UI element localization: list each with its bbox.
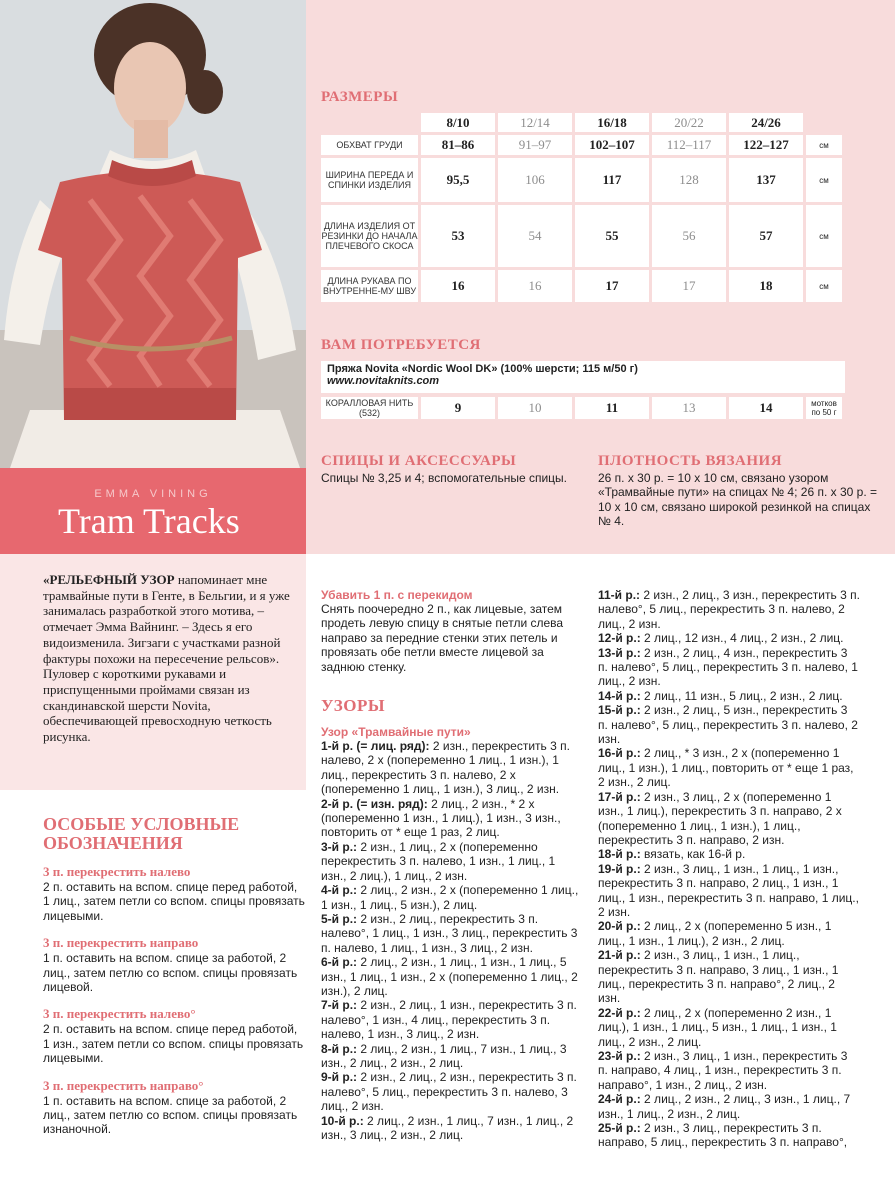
note-title: 3 п. перекрестить налево bbox=[43, 864, 191, 879]
table-cell: 117 bbox=[575, 158, 649, 202]
table-cell: 106 bbox=[498, 158, 572, 202]
pattern-row bbox=[321, 840, 583, 883]
pattern-row bbox=[598, 746, 860, 789]
row-number: 25-й р.: bbox=[598, 1121, 641, 1136]
pattern-row bbox=[321, 1070, 583, 1113]
row-instructions: 2 изн., 3 лиц., 2 х (попеременно 1 изн., 1 лиц.), перекрестить 3 п. направо, 2 х (попеременно 1 лиц., 1 изн.), 1 лиц., перекрестить 3 п. направо, 2 изн. bbox=[598, 789, 842, 847]
row-instructions: 2 изн., 2 лиц., 2 изн., перекрестить 3 п. налево°, 5 лиц., перекрестить 3 п. налево, 3 лиц., 2 изн. bbox=[321, 1070, 577, 1114]
pattern-row bbox=[598, 847, 860, 861]
yarn-info bbox=[321, 361, 845, 393]
model-photo bbox=[0, 0, 306, 468]
gauge-heading: ПЛОТНОСТЬ ВЯЗАНИЯ bbox=[598, 453, 783, 469]
note-title: 3 п. перекрестить направо° bbox=[43, 1077, 204, 1093]
row-number: 15-й р.: bbox=[598, 703, 641, 718]
decrease-text: Снять поочередно 2 п., как лицевые, затем продеть левую спицу в снятые петли слева направо за передние стенки этих петель и провязать обе петли вместе лицевой за заднюю стенку. bbox=[321, 602, 564, 674]
pattern-row bbox=[321, 797, 583, 840]
row-instructions: 2 лиц., 2 х (попеременно 5 изн., 1 лиц., 1 изн., 1 лиц.), 2 изн., 2 лиц. bbox=[598, 919, 832, 948]
pattern-row bbox=[321, 1114, 583, 1143]
row-label: ДЛИНА РУКАВА ПО ВНУТРЕННЕ-МУ ШВУ bbox=[321, 270, 418, 302]
pattern-row bbox=[321, 955, 583, 998]
row-label: ШИРИНА ПЕРЕДА И СПИНКИ ИЗДЕЛИЯ bbox=[321, 158, 418, 202]
row-instructions: 2 лиц., 2 изн., * 2 х (попеременно 1 изн., 1 лиц.), 1 изн., 3 изн., повторить от * еще 1 раз, 2 лиц. bbox=[321, 796, 561, 840]
row-instructions: 2 изн., 1 лиц., 2 х (попеременно перекрестить 3 п. налево, 1 изн., 1 лиц., 1 изн., 2 лиц.), 1 лиц., 2 изн. bbox=[321, 839, 556, 883]
table-cell: 17 bbox=[652, 270, 726, 302]
row-instructions: 2 изн., 3 лиц., 1 изн., 1 лиц., 1 изн., перекрестить 3 п. направо, 2 лиц., 1 изн., 1 лиц., 1 изн., перекрестить 3 п. направо, 1 лиц., 2 изн. bbox=[598, 861, 859, 919]
row-instructions: 2 лиц., * 3 изн., 2 х (попеременно 1 лиц., 1 изн.), 1 лиц., повторить от * еще 1 раз, 2 изн., 2 лиц. bbox=[598, 746, 854, 790]
row-number: 16-й р.: bbox=[598, 746, 641, 761]
row-instructions: вязать, как 16-й р. bbox=[640, 847, 746, 862]
row-instructions: 2 изн., 3 лиц., 1 изн., перекрестить 3 п. направо, 4 лиц., 1 изн., перекрестить 3 п. направо°, 1 изн., 2 лиц., 2 изн. bbox=[598, 1049, 848, 1092]
table-cell: 81–86 bbox=[421, 135, 495, 155]
intro-lead: «РЕЛЬЕФНЫЙ УЗОР bbox=[43, 572, 175, 587]
row-number: 7-й р.: bbox=[321, 998, 358, 1013]
row-instructions: 2 лиц., 2 изн., 2 лиц., 3 изн., 1 лиц., 7 изн., 1 лиц., 2 изн., 2 лиц. bbox=[598, 1092, 851, 1121]
note-text: 1 п. оставить на вспом. спице за работой, 2 лиц., затем петлю со вспом. спицы провязать лицевой. bbox=[43, 951, 298, 995]
note-text: 1 п. оставить на вспом. спице за работой, 2 лиц., затем петлю со вспом. спицы провязать изнаночной. bbox=[43, 1093, 298, 1137]
table-cell: 122–127 bbox=[729, 135, 803, 155]
row-number: 24-й р.: bbox=[598, 1092, 641, 1107]
pattern-row bbox=[321, 739, 583, 797]
pattern-subheading: Узор «Трамвайные пути» bbox=[321, 725, 471, 740]
row-number: 5-й р.: bbox=[321, 911, 358, 926]
note-item bbox=[43, 935, 305, 994]
table-cell: 137 bbox=[729, 158, 803, 202]
row-instructions: 2 лиц., 2 изн., 1 лиц., 7 изн., 1 лиц., 2 изн., 3 лиц., 2 изн., 2 лиц. bbox=[321, 1113, 574, 1142]
table-cell: 56 bbox=[652, 205, 726, 267]
table-cell: 14 bbox=[729, 397, 803, 419]
table-cell: 91–97 bbox=[498, 135, 572, 155]
yarn-line: Пряжа Novita «Nordic Wool DK» (100% шерсти; 115 м/50 г) bbox=[327, 363, 638, 375]
table-cell: 95,5 bbox=[421, 158, 495, 202]
row-instructions: 2 лиц., 2 х (попеременно 2 изн., 1 лиц.), 1 изн., 1 лиц., 5 изн., 1 лиц., 1 изн., 1 лиц., 2 изн., 2 лиц. bbox=[598, 1005, 837, 1049]
table-cell: 53 bbox=[421, 205, 495, 267]
row-list-2 bbox=[598, 588, 860, 1150]
table-cell: 57 bbox=[729, 205, 803, 267]
row-instructions: 2 изн., 2 лиц., 4 изн., перекрестить 3 п. налево°, 5 лиц., перекрестить 3 п. налево, 1 лиц., 2 изн. bbox=[598, 645, 858, 689]
row-number: 1-й р. (= лиц. ряд): bbox=[321, 739, 430, 754]
row-number: 6-й р.: bbox=[321, 955, 358, 970]
table-cell: 128 bbox=[652, 158, 726, 202]
pattern-row bbox=[598, 790, 860, 848]
table-cell: 10 bbox=[498, 397, 572, 419]
pattern-row bbox=[598, 1049, 860, 1092]
pattern-row bbox=[598, 1092, 860, 1121]
table-cell: 13 bbox=[652, 397, 726, 419]
row-instructions: 2 изн., 2 лиц., перекрестить 3 п. налево°, 1 лиц., 1 изн., 3 лиц., перекрестить 3 п. налево, 1 лиц., 1 изн., 3 лиц., 2 изн. bbox=[321, 911, 578, 955]
note-text: 2 п. оставить на вспом. спице перед работой, 1 изн., затем петли со вспом. спицы провязать лицевыми. bbox=[43, 1022, 304, 1066]
sweater-illustration bbox=[0, 0, 306, 468]
pattern-row bbox=[598, 948, 860, 1006]
sizes-heading: РАЗМЕРЫ bbox=[321, 89, 399, 105]
row-instructions: 2 изн., перекрестить 3 п. налево, 2 х (попеременно 1 лиц., 1 изн.), 1 лиц., перекрестить 3 п. налево, 2 х (попеременно 1 лиц., 1 изн.), 3 лиц., 2 изн. bbox=[321, 739, 570, 797]
row-instructions: 2 изн., 3 лиц., перекрестить 3 п. направо, 5 лиц., перекрестить 3 п. направо°, bbox=[598, 1121, 848, 1150]
table-cell: 9 bbox=[421, 397, 495, 419]
row-number: 2-й р. (= изн. ряд): bbox=[321, 796, 428, 811]
row-instructions: 2 изн., 2 лиц., 5 изн., перекрестить 3 п. налево°, 5 лиц., перекрестить 3 п. налево, 2 изн. bbox=[598, 703, 858, 747]
row-number: 10-й р.: bbox=[321, 1113, 364, 1128]
row-number: 12-й р.: bbox=[598, 631, 641, 646]
row-label: ОБХВАТ ГРУДИ bbox=[321, 135, 418, 155]
needles-heading: СПИЦЫ И АКСЕССУАРЫ bbox=[321, 453, 517, 469]
size-col: 20/22 bbox=[652, 113, 726, 132]
row-number: 23-й р.: bbox=[598, 1049, 641, 1063]
unit-cell: см bbox=[806, 270, 842, 302]
materials-heading: ВАМ ПОТРЕБУЕТСЯ bbox=[321, 337, 481, 353]
decrease-title: Убавить 1 п. с перекидом bbox=[321, 588, 473, 602]
row-instructions: 2 изн., 2 лиц., 3 изн., перекрестить 3 п. налево°, 5 лиц., перекрестить 3 п. налево, 2 лиц., 2 изн. bbox=[598, 588, 860, 631]
pattern-row bbox=[598, 1006, 860, 1049]
pattern-row bbox=[321, 998, 583, 1041]
row-instructions: 2 изн., 2 лиц., 1 изн., перекрестить 3 п. налево°, 1 изн., 4 лиц., перекрестить 3 п. налево, 1 изн., 3 лиц., 2 изн. bbox=[321, 998, 577, 1042]
pattern-row bbox=[321, 912, 583, 955]
size-col: 12/14 bbox=[498, 113, 572, 132]
size-col: 8/10 bbox=[421, 113, 495, 132]
pattern-row bbox=[598, 689, 860, 703]
note-title: 3 п. перекрестить направо bbox=[43, 935, 199, 951]
row-number: 11-й р.: bbox=[598, 588, 641, 602]
unit-cell: мотков по 50 г bbox=[806, 397, 842, 419]
pattern-row bbox=[598, 862, 860, 920]
intro-body: напоминает мне трамвайные пути в Генте, в Бельгии, и я уже занималась разработкой этого мотива, – отмечает Эмма Вайнинг. – Здесь я его видоизменила. Зигзаги с участками разной фактуры похожи на пересечение рельсов». Пуловер с короткими рукавами и приспущенными проймами связан из скандинавской шерсти Novita, обеспечивающей превосходную четкость рисунка. bbox=[43, 572, 290, 745]
unit-cell: см bbox=[806, 205, 842, 267]
needles-text: Спицы № 3,25 и 4; вспомогательные спицы. bbox=[321, 471, 568, 485]
row-instructions: 2 лиц., 12 изн., 4 лиц., 2 изн., 2 лиц. bbox=[640, 631, 844, 646]
yarn-url[interactable]: www.novitaknits.com bbox=[327, 375, 440, 387]
row-number: 17-й р.: bbox=[598, 789, 641, 804]
row-number: 13-й р.: bbox=[598, 645, 641, 660]
row-instructions: 2 лиц., 2 изн., 2 х (попеременно 1 лиц., 1 изн., 1 лиц., 5 изн.), 2 лиц. bbox=[321, 883, 579, 912]
table-cell: 102–107 bbox=[575, 135, 649, 155]
row-number: 18-й р.: bbox=[598, 847, 641, 862]
pattern-column-1 bbox=[321, 588, 583, 1142]
notes-heading: ОСОБЫЕ УСЛОВНЫЕ ОБОЗНАЧЕНИЯ bbox=[43, 814, 240, 853]
pattern-row bbox=[598, 919, 860, 948]
unit-cell: см bbox=[806, 158, 842, 202]
title-banner bbox=[0, 468, 306, 554]
size-col: 16/18 bbox=[575, 113, 649, 132]
pattern-column-2 bbox=[598, 588, 860, 1150]
table-cell: 16 bbox=[421, 270, 495, 302]
note-item bbox=[43, 1006, 305, 1065]
pattern-title: Tram Tracks bbox=[58, 501, 240, 541]
row-instructions: 2 лиц., 2 изн., 1 лиц., 1 изн., 1 лиц., 5 изн., 1 лиц., 1 изн., 2 х (попеременно 1 лиц., 2 изн.), 2 лиц. bbox=[321, 955, 578, 998]
row-list-1 bbox=[321, 739, 583, 1142]
row-number: 8-й р.: bbox=[321, 1041, 358, 1056]
intro-text bbox=[43, 572, 295, 745]
table-cell: 112–117 bbox=[652, 135, 726, 155]
row-number: 20-й р.: bbox=[598, 919, 641, 934]
table-cell: 17 bbox=[575, 270, 649, 302]
gauge-text: 26 п. х 30 р. = 10 х 10 см, связано узором «Трамвайные пути» на спицах № 4; 26 п. х 30 р. = 10 х 10 см, связано широкой резинкой на спицах № 4. bbox=[598, 471, 877, 529]
table-cell: 11 bbox=[575, 397, 649, 419]
row-number: 4-й р.: bbox=[321, 883, 358, 898]
note-title: 3 п. перекрестить налево° bbox=[43, 1006, 196, 1022]
yarn-table bbox=[318, 394, 845, 422]
pattern-row bbox=[321, 883, 583, 912]
row-number: 21-й р.: bbox=[598, 948, 641, 963]
unit-cell: см bbox=[806, 135, 842, 155]
designer-name: EMMA VINING bbox=[94, 488, 212, 500]
pattern-row bbox=[598, 588, 860, 631]
pattern-row bbox=[598, 646, 860, 689]
row-number: 22-й р.: bbox=[598, 1005, 641, 1020]
row-number: 9-й р.: bbox=[321, 1070, 358, 1085]
pattern-row bbox=[321, 1042, 583, 1071]
note-item bbox=[43, 864, 305, 923]
row-number: 3-й р.: bbox=[321, 839, 358, 854]
table-cell: 18 bbox=[729, 270, 803, 302]
pattern-row bbox=[598, 703, 860, 746]
row-instructions: 2 изн., 3 лиц., 1 изн., 1 лиц., перекрестить 3 п. направо, 3 лиц., 1 изн., 1 лиц., перекрестить 3 п. направо°, 2 лиц., 2 изн. bbox=[598, 948, 839, 1006]
row-label: ДЛИНА ИЗДЕЛИЯ ОТ РЕЗИНКИ ДО НАЧАЛА ПЛЕЧЕВОГО СКОСА bbox=[321, 205, 418, 267]
pattern-row bbox=[598, 1121, 860, 1150]
patterns-heading: УЗОРЫ bbox=[321, 696, 386, 716]
note-item bbox=[43, 1078, 305, 1137]
notes-list bbox=[43, 864, 305, 1137]
row-number: 14-й р.: bbox=[598, 688, 641, 703]
table-cell: 54 bbox=[498, 205, 572, 267]
size-col: 24/26 bbox=[729, 113, 803, 132]
note-text: 2 п. оставить на вспом. спице перед работой, 1 лиц., затем петли со вспом. спицы провязать лицевыми. bbox=[43, 880, 305, 923]
sizes-table bbox=[318, 110, 845, 305]
row-instructions: 2 лиц., 11 изн., 5 лиц., 2 изн., 2 лиц. bbox=[640, 688, 843, 703]
yarn-color-label: КОРАЛЛОВАЯ НИТЬ (532) bbox=[321, 397, 418, 419]
table-cell: 16 bbox=[498, 270, 572, 302]
table-cell: 55 bbox=[575, 205, 649, 267]
pattern-row bbox=[598, 631, 860, 645]
row-instructions: 2 лиц., 2 изн., 1 лиц., 7 изн., 1 лиц., 3 изн., 2 лиц., 2 изн., 2 лиц. bbox=[321, 1041, 567, 1070]
row-number: 19-й р.: bbox=[598, 861, 641, 876]
